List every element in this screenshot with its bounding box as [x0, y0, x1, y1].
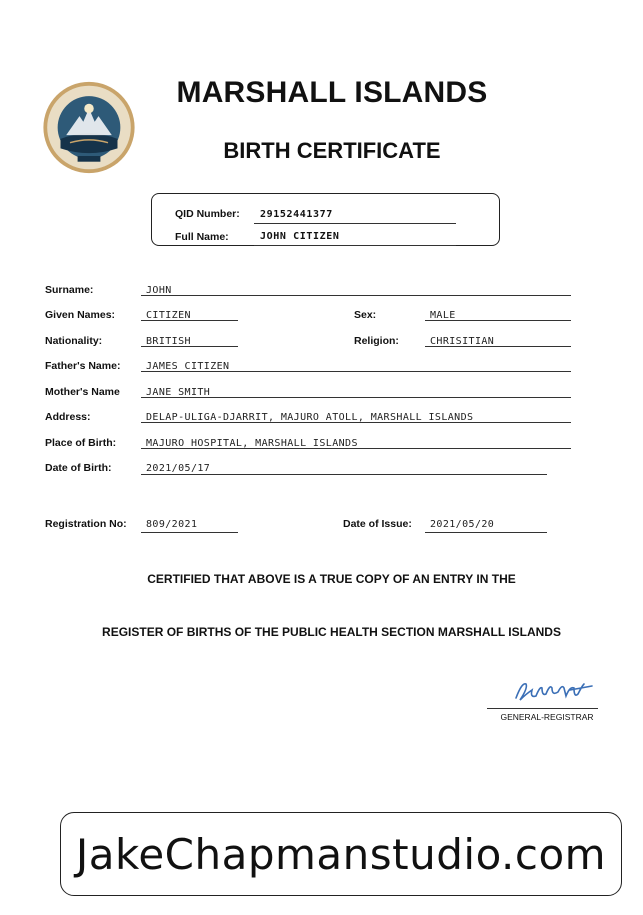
surname-label: Surname:: [45, 284, 94, 296]
date-of-issue-value: 2021/05/20: [430, 519, 495, 530]
date-of-birth-underline: [141, 474, 547, 475]
registration-no-value: 809/2021: [146, 519, 198, 530]
date-of-issue-label: Date of Issue:: [343, 518, 412, 530]
qid-label: QID Number:: [175, 208, 240, 220]
nationality-value: BRITISH: [146, 336, 191, 347]
mother-name-value: JANE SMITH: [146, 387, 211, 398]
address-underline: [141, 422, 571, 423]
date-of-issue-underline: [425, 532, 547, 533]
signature-line: [487, 708, 598, 709]
sex-underline: [425, 320, 571, 321]
mother-name-underline: [141, 397, 571, 398]
fullname-value: JOHN CITIZEN: [260, 231, 340, 242]
father-name-underline: [141, 371, 571, 372]
watermark-banner: [60, 812, 622, 896]
given-names-underline: [141, 320, 238, 321]
religion-value: CHRISITIAN: [430, 336, 495, 347]
religion-underline: [425, 346, 571, 347]
registration-no-underline: [141, 532, 238, 533]
certification-line-1: CERTIFIED THAT ABOVE IS A TRUE COPY OF AN ENTRY IN THE: [147, 572, 516, 586]
qid-value: 29152441377: [260, 209, 333, 220]
country-title: MARSHALL ISLANDS: [176, 76, 488, 109]
place-of-birth-underline: [141, 448, 571, 449]
sex-value: MALE: [430, 310, 456, 321]
nationality-underline: [141, 346, 238, 347]
surname-underline: [141, 295, 571, 296]
certification-line-2: REGISTER OF BIRTHS OF THE PUBLIC HEALTH SECTION MARSHALL ISLANDS: [102, 625, 561, 639]
given-names-value: CITIZEN: [146, 310, 191, 321]
father-name-value: JAMES CITIZEN: [146, 361, 230, 372]
mother-name-label: Mother's Name: [45, 386, 120, 398]
date-of-birth-label: Date of Birth:: [45, 462, 112, 474]
father-name-label: Father's Name:: [45, 360, 121, 372]
date-of-birth-value: 2021/05/17: [146, 463, 211, 474]
address-value: DELAP-ULIGA-DJARRIT, MAJURO ATOLL, MARSHALL ISLANDS: [146, 412, 474, 423]
place-of-birth-label: Place of Birth:: [45, 437, 117, 449]
registration-no-label: Registration No:: [45, 518, 127, 530]
religion-label: Religion:: [354, 335, 399, 347]
place-of-birth-value: MAJURO HOSPITAL, MARSHALL ISLANDS: [146, 438, 358, 449]
signature-icon: [512, 676, 596, 708]
address-label: Address:: [45, 411, 91, 423]
nationality-label: Nationality:: [45, 335, 103, 347]
fullname-label: Full Name:: [175, 231, 229, 243]
given-names-label: Given Names:: [45, 309, 116, 321]
surname-value: JOHN: [146, 285, 172, 296]
fullname-underline: [254, 245, 456, 246]
registrar-title: GENERAL-REGISTRAR: [500, 712, 594, 722]
document-title: BIRTH CERTIFICATE: [223, 138, 441, 163]
watermark-text: JakeChapmanstudio.com: [75, 829, 607, 879]
qid-underline: [254, 223, 456, 224]
sex-label: Sex:: [354, 309, 377, 321]
